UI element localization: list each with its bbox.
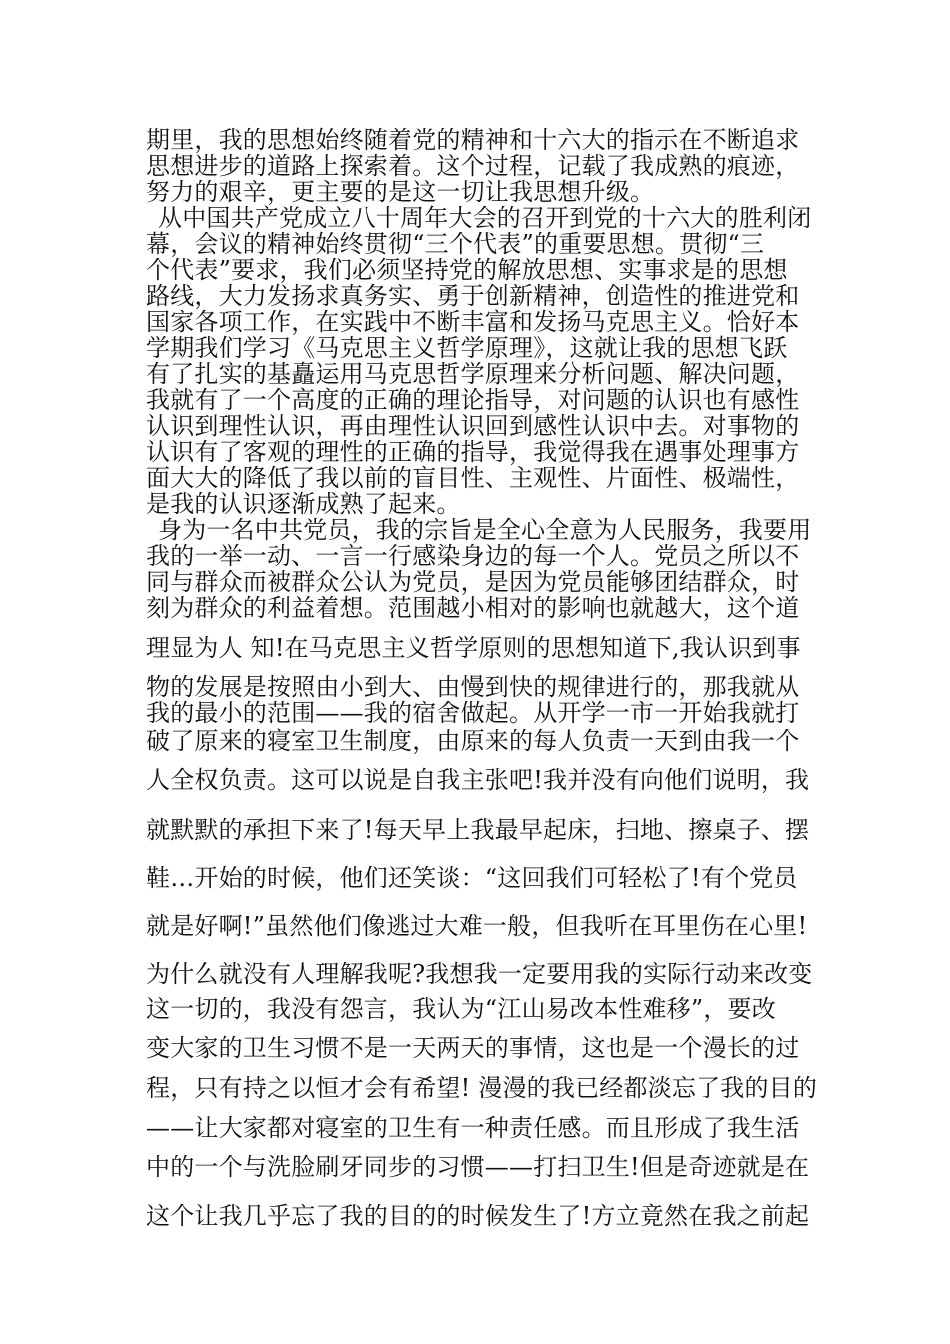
text-line: 变大家的卫生习惯不是一天两天的事情，这也是一个漫长的过 (146, 1034, 800, 1062)
text-line: 程，只有持之以恒才会有希望! 漫漫的我已经都淡忘了我的目的 (146, 1074, 818, 1102)
text-line: 个代表”要求，我们必须坚持党的解放思想、实事求是的思想 (146, 256, 788, 284)
text-line: 思想进步的道路上探索着。这个过程，记载了我成熟的痕迹， (146, 152, 800, 180)
text-line: 我的一举一动、一言一行感染身边的每一个人。党员之所以不 (146, 542, 800, 570)
text-line: 努力的艰辛，更主要的是这一切让我思想升级。 (146, 178, 655, 206)
text-line: 就默默的承担下来了!每天早上我最早起床，扫地、擦桌子、摆 (146, 816, 810, 844)
text-line: 面大大的降低了我以前的盲目性、主观性、片面性、极端性， (146, 464, 800, 492)
text-line: 认识有了客观的理性的正确的指导，我觉得我在遇事处理事方 (146, 438, 800, 466)
paragraph-first-line: 从中国共产党成立八十周年大会的召开到党的十六大的胜利闭 (158, 204, 812, 232)
text-line: 这一切的，我没有怨言，我认为“江山易改本性难移”，要改 (146, 995, 776, 1023)
text-line: ——让大家都对寝室的卫生有一种责任感。而且形成了我生活 (146, 1114, 800, 1142)
text-line: 为什么就没有人理解我呢?我想我一定要用我的实际行动来改变 (146, 960, 813, 988)
text-line: 有了扎实的基矗运用马克思哲学原理来分析问题、解决问题， (146, 360, 800, 388)
text-line: 物的发展是按照由小到大、由慢到快的规律进行的，那我就从 (146, 673, 800, 701)
text-line: 学期我们学习《马克思主义哲学原理》，这就让我的思想飞跃 (146, 334, 788, 362)
text-line: 同与群众而被群众公认为党员，是因为党员能够团结群众，时 (146, 568, 800, 596)
text-line: 理显为人 知!在马克思主义哲学原则的思想知道下,我认识到事 (146, 634, 801, 662)
text-line: 中的一个与洗脸刷牙同步的习惯——打扫卫生!但是奇迹就是在 (146, 1153, 810, 1181)
text-line: 这个让我几乎忘了我的目的的时候发生了!方立竟然在我之前起 (146, 1202, 810, 1230)
text-line: 路线，大力发扬求真务实、勇于创新精神，创造性的推进党和 (146, 282, 800, 310)
text-line: 人全权负责。这可以说是自我主张吧!我并没有向他们说明，我 (146, 766, 810, 794)
text-line: 就是好啊!”虽然他们像逃过大难一般，但我听在耳里伤在心里! (146, 912, 808, 940)
text-line: 期里，我的思想始终随着党的精神和十六大的指示在不断追求 (146, 126, 800, 154)
text-line: 认识到理性认识，再由理性认识回到感性认识中去。对事物的 (146, 412, 800, 440)
text-line: 鞋…开始的时候，他们还笑谈：“这回我们可轻松了!有个党员 (146, 864, 798, 892)
text-line: 是我的认识逐渐成熟了起来。 (146, 490, 461, 518)
text-line: 幕，会议的精神始终贯彻“三个代表”的重要思想。贯彻“三 (146, 230, 765, 258)
text-line: 破了原来的寝室卫生制度，由原来的每人负责一天到由我一个 (146, 727, 800, 755)
text-line: 国家各项工作，在实践中不断丰富和发扬马克思主义。恰好本 (146, 308, 800, 336)
text-line: 刻为群众的利益着想。范围越小相对的影响也就越大，这个道 (146, 594, 800, 622)
text-line: 我的最小的范围——我的宿舍做起。从开学一市一开始我就打 (146, 699, 800, 727)
paragraph-first-line: 身为一名中共党员，我的宗旨是全心全意为人民服务，我要用 (158, 516, 812, 544)
text-line: 我就有了一个高度的正确的理论指导，对问题的认识也有感性 (146, 386, 800, 414)
